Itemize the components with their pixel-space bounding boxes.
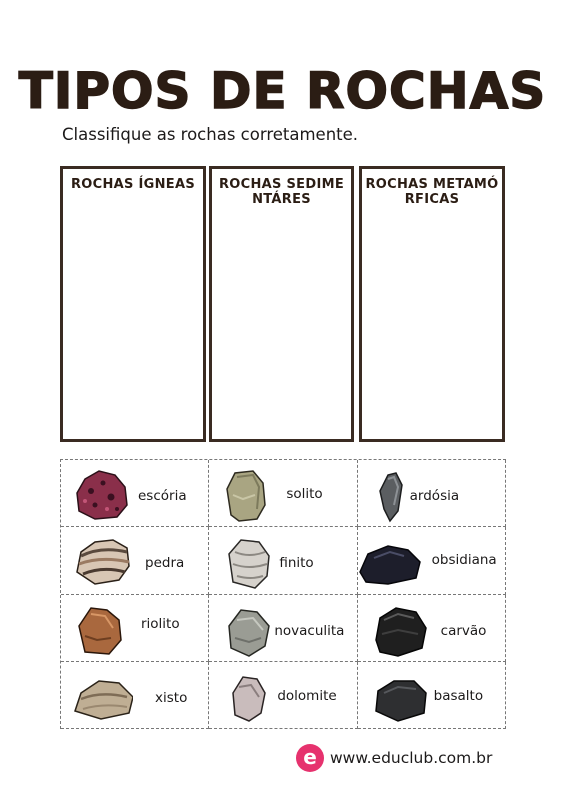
rock-card-pedra[interactable] — [61, 527, 209, 594]
rock-label: solito — [286, 486, 323, 502]
instructions: Classifique as rochas corretamente. — [62, 125, 359, 144]
rock-card-basalto[interactable] — [358, 662, 506, 729]
rock-card-novaculita[interactable] — [209, 595, 357, 662]
rock-label: riolito — [141, 615, 180, 632]
rock-card-ardosia[interactable] — [358, 460, 506, 527]
rock-label: xisto — [155, 689, 188, 706]
rock-label: ardósia — [409, 488, 460, 504]
coal-rock-icon — [368, 600, 430, 658]
rock-cards-grid — [60, 459, 506, 729]
rock-card-solito[interactable] — [209, 460, 357, 527]
rock-label: pedra — [145, 555, 185, 572]
website-link[interactable]: www.educlub.com.br — [330, 749, 493, 767]
finito-rock-icon — [219, 532, 281, 590]
solito-rock-icon — [219, 465, 281, 523]
column-header-sedimentary: ROCHAS SEDIMENTÁRES — [218, 177, 345, 207]
column-igneous[interactable] — [60, 166, 206, 442]
rock-label: novaculita — [274, 622, 345, 639]
rock-card-escoria[interactable] — [61, 460, 209, 527]
column-header-metamorphic: ROCHAS METAMÓRFICAS — [365, 177, 499, 207]
rhyolite-rock-icon — [71, 600, 133, 658]
educlub-logo-icon: e — [296, 744, 324, 772]
rock-card-xisto[interactable] — [61, 662, 209, 729]
novaculite-rock-icon — [219, 600, 281, 658]
obsidian-rock-icon — [354, 532, 424, 590]
rock-label: basalto — [433, 687, 484, 704]
rock-card-carvao[interactable] — [358, 595, 506, 662]
rock-label: obsidiana — [431, 552, 497, 569]
column-header-igneous: ROCHAS ÍGNEAS — [70, 177, 196, 192]
column-sedimentary[interactable] — [209, 166, 354, 442]
rock-label: carvão — [440, 622, 487, 639]
rock-label: escória — [138, 488, 187, 504]
rock-label: finito — [279, 555, 314, 572]
rock-label: dolomite — [277, 687, 337, 704]
schist-rock-icon — [71, 667, 133, 725]
rock-card-riolito[interactable] — [61, 595, 209, 662]
rock-card-obsidiana[interactable] — [358, 527, 506, 594]
column-metamorphic[interactable] — [359, 166, 505, 442]
basalt-rock-icon — [368, 667, 430, 725]
rock-card-finito[interactable] — [209, 527, 357, 594]
scoria-rock-icon — [71, 465, 133, 523]
banded-stone-icon — [71, 532, 133, 590]
footer — [296, 743, 492, 773]
page-title: TIPOS DE ROCHAS — [18, 62, 547, 120]
dolomite-rock-icon — [219, 667, 281, 725]
rock-card-dolomite[interactable] — [209, 662, 357, 729]
